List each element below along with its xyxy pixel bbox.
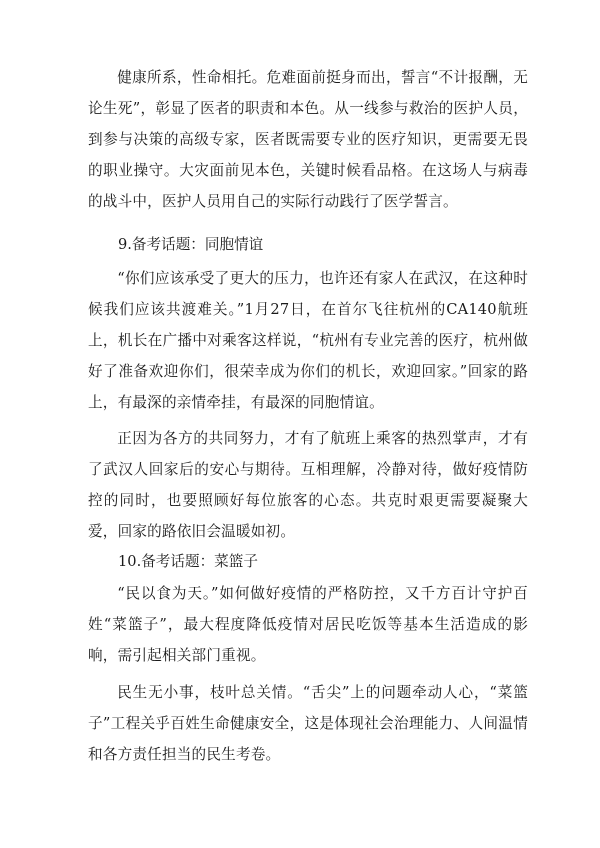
paragraph-joint-efforts: 正因为各方的共同努力，才有了航班上乘客的热烈掌声，才有了武汉人回家后的安心与期待。互相理解，冷静对待，做好疫情防控的同时，也要照顾好每位旅客的心态。共克时艰更需要凝聚大爱，回家的路依旧会温暖如初。 [88,430,528,540]
paragraph-livelihood: 民生无小事，枝叶总关情。“舌尖”上的问题牵动人心，“菜篮子”工程关乎百姓生命健康安全，这是体现社会治理能力、人间温情和各方责任担当的民生考卷。 [88,684,528,763]
heading-topic-10: 10.备考话题：菜篮子 [118,553,258,570]
heading-topic-9: 9.备考话题：同胞情谊 [118,236,264,253]
paragraph-flight-ca140: “你们应该承受了更大的压力，也许还有家人在武汉，在这种时候我们应该共渡难关。”1月27日，在首尔飞往杭州的CA140航班上，机长在广播中对乘客这样说，“杭州有专业完善的医疗，杭州做好了准备欢迎你们，很荣幸成为你们的机长，欢迎回家。”回家的路上，有最深的亲情牵挂，有最深的同胞情谊。 [88,270,528,411]
paragraph-food-basket: “民以食为天。”如何做好疫情的严格防控，又千方百计守护百姓“菜篮子”，最大程度降低疫情对居民吃饭等基本生活造成的影响，需引起相关部门重视。 [88,585,528,664]
paragraph-medical-oath: 健康所系，性命相托。危难面前挺身而出，誓言“不计报酬，无论生死”，彰显了医者的职责和本色。从一线参与救治的医护人员，到参与决策的高级专家，医者既需要专业的医疗知识，更需要无畏的职业操守。大灾面前见本色，关键时候看品格。在这场人与病毒的战斗中，医护人员用自己的实际行动践行了医学誓言。 [88,69,528,210]
